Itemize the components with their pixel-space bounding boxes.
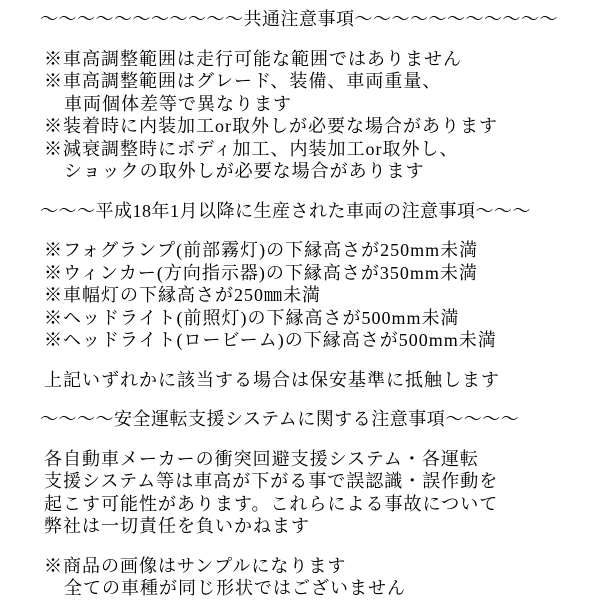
notice-line-continuation: 全ての車種が同じ形状ではございません bbox=[64, 578, 406, 598]
section-heisei18-body bbox=[44, 239, 582, 352]
notice-line: 支援システム等は車高が下がる事で誤認識・誤作動を bbox=[44, 471, 499, 491]
section-common-body bbox=[44, 48, 582, 183]
notice-line: ※減衰調整時にボディ加工、内装加工or取外し、 bbox=[44, 138, 459, 159]
notice-line: ※ヘッドライト(前照灯)の下縁高さが500mm未満 bbox=[44, 307, 460, 328]
section-driver-assist-body bbox=[44, 448, 582, 538]
notice-line: ※ウィンカー(方向指示器)の下縁高さが350mm未満 bbox=[44, 262, 478, 283]
notice-line: ※装着時に内装加工or取外しが必要な場合があります bbox=[44, 116, 498, 136]
notice-line: ※フォグランプ(前部霧灯)の下縁高さが250mm未満 bbox=[44, 240, 479, 260]
section-heading-driver-assist: ～～～～安全運転支援システムに関する注意事項～～～～ bbox=[40, 409, 520, 429]
notice-line: 起こす可能性があります。これらによる事故について bbox=[44, 493, 499, 514]
notice-line: ※ヘッドライト(ロービーム)の下縁高さが500mm未満 bbox=[44, 330, 497, 350]
notice-line: ※商品の画像はサンプルになります bbox=[44, 555, 347, 576]
notice-line-continuation: 車両個体差等で異なります bbox=[64, 93, 292, 114]
notice-line: 各自動車メーカーの衝突回避支援システム・各運転 bbox=[44, 448, 479, 469]
section-heading-heisei18: ～～～平成18年1月以降に生産された車両の注意事項～～～ bbox=[40, 200, 531, 221]
notice-line: ※車高調整範囲はグレード、装備、車両重量、 bbox=[44, 71, 442, 91]
section-heading-common: ～～～～～～～～～～～共通注意事項～～～～～～～～～～～ bbox=[40, 9, 558, 29]
section-sample-image-note bbox=[44, 555, 582, 600]
notice-line: ※車高調整範囲は走行可能な範囲ではありません bbox=[44, 48, 462, 69]
notice-line: ※車幅灯の下縁高さが250㎜未満 bbox=[44, 285, 321, 305]
safety-standard-note: 上記いずれかに該当する場合は保安基準に抵触します bbox=[44, 369, 500, 390]
notice-line: 弊社は一切責任を負いかねます bbox=[44, 516, 310, 536]
notice-line-continuation: ショックの取外しが必要な場合があります bbox=[64, 161, 425, 181]
